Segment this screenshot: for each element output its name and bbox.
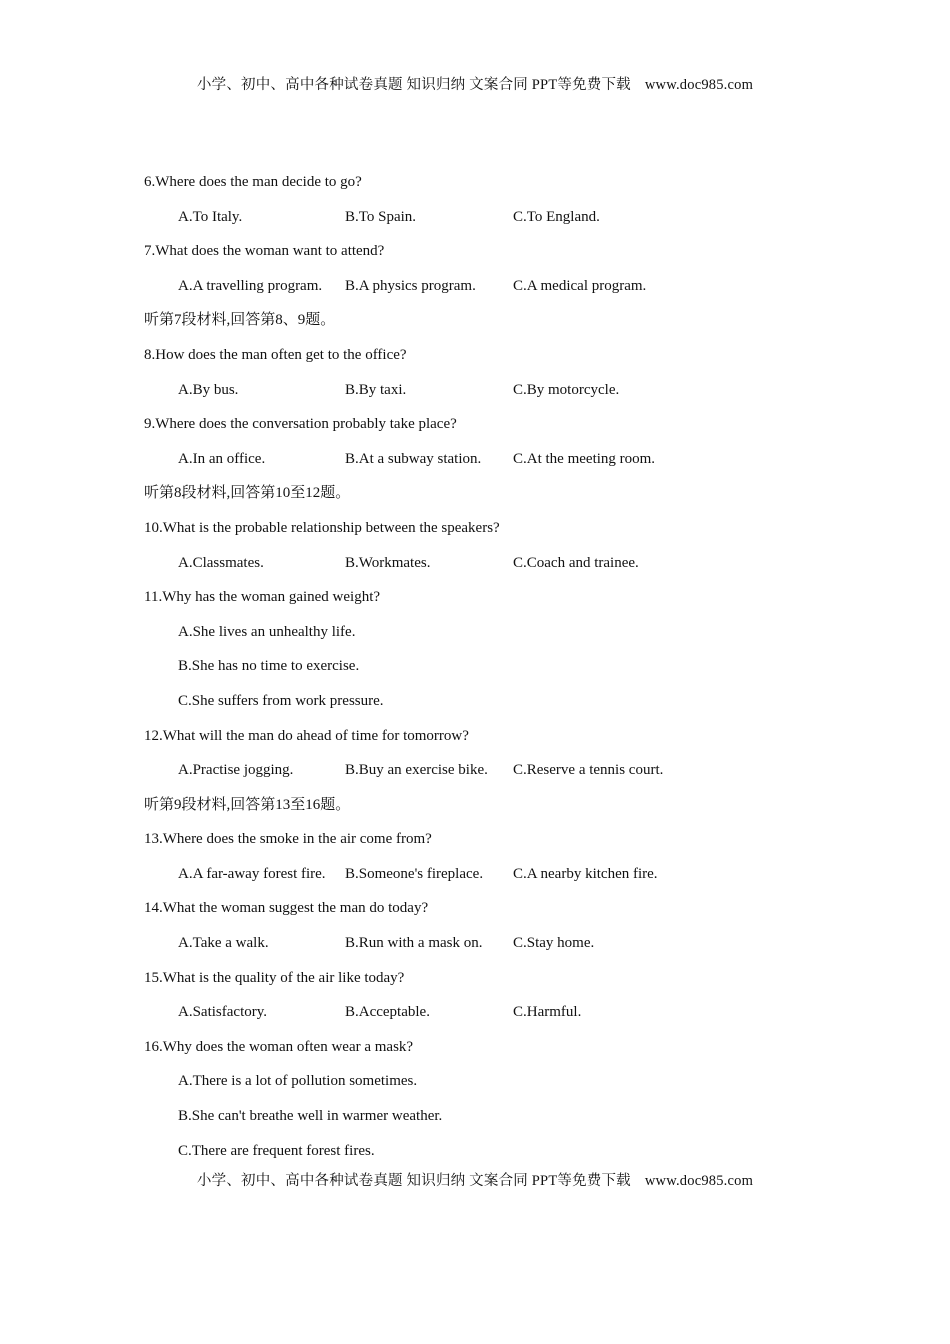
option-a: A.Satisfactory. bbox=[178, 1004, 268, 1021]
option-b: B.She can't breathe well in warmer weather. bbox=[178, 1108, 443, 1125]
section-7-instruction: 听第7段材料,回答第8、9题。 bbox=[144, 312, 336, 329]
question-8-options bbox=[144, 378, 784, 413]
option-a: A.She lives an unhealthy life. bbox=[178, 623, 356, 640]
option-b: B.She has no time to exercise. bbox=[178, 658, 360, 675]
option-b: B.Buy an exercise bike. bbox=[345, 762, 488, 779]
option-b: B.Acceptable. bbox=[345, 1004, 430, 1021]
question-8: 8.How does the man often get to the office? bbox=[144, 346, 407, 363]
section-8-instruction: 听第8段材料,回答第10至12题。 bbox=[144, 485, 351, 502]
question-13: 13.Where does the smoke in the air come from? bbox=[144, 831, 432, 848]
page-footer bbox=[0, 1169, 950, 1190]
option-b: B.At a subway station. bbox=[345, 450, 482, 467]
header-url[interactable]: www.doc985.com bbox=[644, 77, 754, 93]
exam-content bbox=[144, 170, 784, 1173]
option-b: B.To Spain. bbox=[345, 208, 417, 225]
question-11: 11.Why has the woman gained weight? bbox=[144, 589, 381, 606]
option-c: C.To England. bbox=[513, 208, 600, 225]
option-c: C.By motorcycle. bbox=[513, 381, 620, 398]
option-c: C.A nearby kitchen fire. bbox=[513, 865, 658, 882]
option-a: A.Practise jogging. bbox=[178, 762, 294, 779]
option-c: C.At the meeting room. bbox=[513, 450, 656, 467]
option-a: A.A far-away forest fire. bbox=[178, 865, 326, 882]
question-15-options bbox=[144, 1000, 784, 1035]
option-a: A.By bus. bbox=[178, 381, 239, 398]
page-header bbox=[0, 73, 950, 94]
question-14: 14.What the woman suggest the man do today? bbox=[144, 900, 429, 917]
question-9-options bbox=[144, 447, 784, 482]
question-10: 10.What is the probable relationship between the speakers? bbox=[144, 519, 500, 536]
footer-text: 小学、初中、高中各种试卷真题 知识归纳 文案合同 PPT等免费下载 bbox=[196, 1173, 631, 1189]
option-a: A.There is a lot of pollution sometimes. bbox=[178, 1073, 418, 1090]
question-12-options bbox=[144, 758, 784, 793]
option-a: A.To Italy. bbox=[178, 208, 243, 225]
option-b: B.Someone's fireplace. bbox=[345, 865, 484, 882]
question-16: 16.Why does the woman often wear a mask? bbox=[144, 1038, 414, 1055]
option-c: C.A medical program. bbox=[513, 277, 647, 294]
question-6: 6.Where does the man decide to go? bbox=[144, 174, 362, 190]
question-6-options bbox=[144, 205, 784, 240]
option-a: A.Take a walk. bbox=[178, 935, 269, 952]
option-b: B.By taxi. bbox=[345, 381, 407, 398]
option-c: C.There are frequent forest fires. bbox=[178, 1142, 375, 1159]
question-13-options bbox=[144, 862, 784, 897]
option-c: C.Coach and trainee. bbox=[513, 554, 639, 571]
question-12: 12.What will the man do ahead of time for tomorrow? bbox=[144, 727, 469, 744]
option-c: C.She suffers from work pressure. bbox=[178, 692, 384, 709]
question-9: 9.Where does the conversation probably take place? bbox=[144, 416, 457, 433]
option-a: A.Classmates. bbox=[178, 554, 264, 571]
question-15: 15.What is the quality of the air like today? bbox=[144, 969, 405, 986]
option-b: B.A physics program. bbox=[345, 277, 476, 294]
question-10-options bbox=[144, 551, 784, 586]
question-7: 7.What does the woman want to attend? bbox=[144, 243, 385, 260]
option-c: C.Reserve a tennis court. bbox=[513, 762, 664, 779]
question-7-options bbox=[144, 274, 784, 309]
option-b: B.Run with a mask on. bbox=[345, 935, 483, 952]
option-a: A.In an office. bbox=[178, 450, 266, 467]
option-c: C.Harmful. bbox=[513, 1004, 582, 1021]
option-b: B.Workmates. bbox=[345, 554, 431, 571]
header-text: 小学、初中、高中各种试卷真题 知识归纳 文案合同 PPT等免费下载 bbox=[196, 77, 631, 93]
footer-url[interactable]: www.doc985.com bbox=[644, 1173, 754, 1189]
question-14-options bbox=[144, 931, 784, 966]
option-a: A.A travelling program. bbox=[178, 277, 323, 294]
option-c: C.Stay home. bbox=[513, 935, 595, 952]
section-9-instruction: 听第9段材料,回答第13至16题。 bbox=[144, 796, 351, 813]
